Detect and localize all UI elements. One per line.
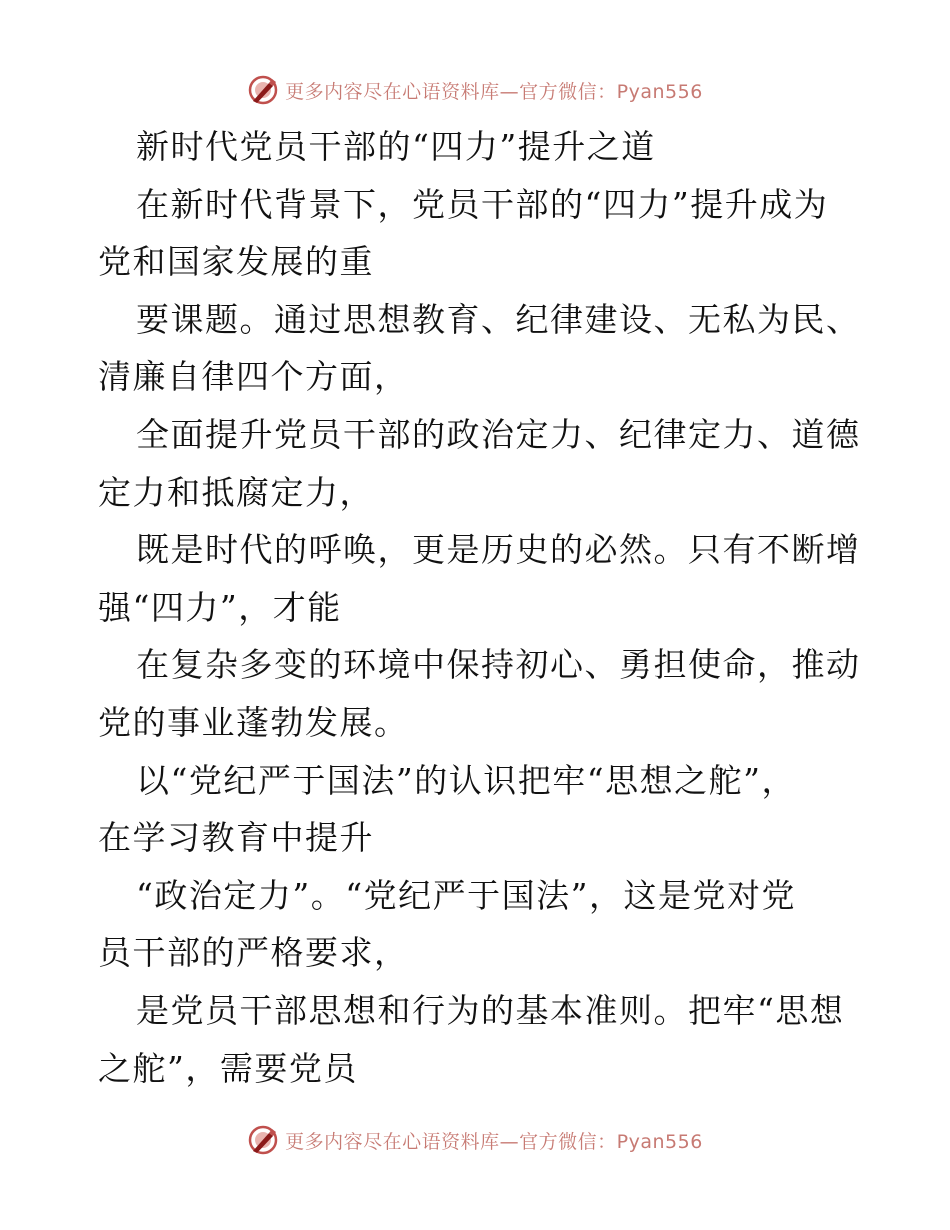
watermark-text: 更多内容尽在心语资料库—官方微信：Pyan556 — [285, 1130, 703, 1153]
text-line: 是党员干部思想和行为的基本准则。把牢“思想 — [136, 990, 845, 1030]
pen-seal-logo-icon — [247, 74, 279, 106]
text-line: 清廉自律四个方面， — [98, 357, 409, 397]
text-line: 要课题。通过思想教育、纪律建设、无私为民、 — [136, 299, 861, 339]
pen-seal-logo-icon — [247, 1124, 279, 1156]
text-line: 员干部的严格要求， — [98, 933, 409, 973]
text-line: 全面提升党员干部的政治定力、纪律定力、道德 — [136, 414, 861, 454]
header-watermark — [0, 70, 950, 110]
text-line: 强“四力”，才能 — [98, 587, 342, 627]
text-line: 之舵”，需要党员 — [98, 1048, 358, 1088]
text-line: “政治定力”。“党纪严于国法”，这是党对党 — [136, 875, 796, 915]
text-line: 在学习教育中提升 — [98, 818, 374, 858]
text-line: 在新时代背景下，党员干部的“四力”提升成为 — [136, 184, 829, 224]
document-title: 新时代党员干部的“四力”提升之道 — [136, 127, 656, 166]
text-line: 以“党纪严于国法”的认识把牢“思想之舵”， — [136, 760, 796, 800]
text-line: 定力和抵腐定力， — [98, 472, 374, 512]
text-line: 党的事业蓬勃发展。 — [98, 702, 409, 742]
document-body — [98, 118, 861, 1097]
text-line: 在复杂多变的环境中保持初心、勇担使命，推动 — [136, 645, 861, 685]
text-line: 既是时代的呼唤，更是历史的必然。只有不断增 — [136, 530, 861, 570]
footer-watermark — [0, 1120, 950, 1160]
text-line: 党和国家发展的重 — [98, 242, 374, 282]
watermark-text: 更多内容尽在心语资料库—官方微信：Pyan556 — [285, 80, 703, 103]
